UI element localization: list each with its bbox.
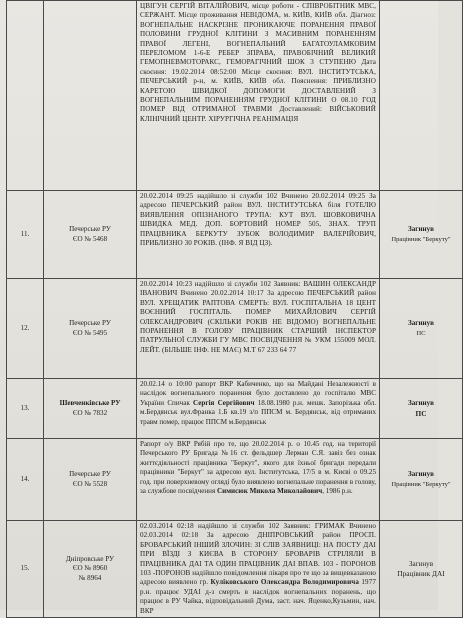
table-row [7,191,463,279]
status-cell [380,439,463,521]
incident-description: 20.02.2014 10:23 надійшло зі служби 102 Заявник: ВАШИН ОЛЕКСАНДР ІВАНОВИЧ Вчинено 20.02.2014 10:17 За адресою ПЕЧЕРСЬКИЙ район ВУЛ. ХРЕЩАТИК РАПТОВА СМЕРТЬ: ВУЛ. ГОСПІТАЛЬНА 18 ЦЕНТ ВОЄННИЙ ГОСПІТАЛЬ. ПОМЕР МИХАЙЛОВИЧ СЕРГІЙ ОЛЕКСАНДРОВИЧ (СКІЛЬКИ РОКІВ НЕ ВІДОМО) ВОГНЕПАЛЬНЕ ПОРАНЕННЯ В ГОЛОВУ ПРАЦІВНИК СТАРШИЙ ІНСПЕКТОР ПАТРУЛЬНОЇ СЛУЖБИ ГУ МВС ПОСВІДЧЕННЯ № УКМ 155009 МОЛ. ЛЕЙТ. (БІЛЬШЕ ІНФ. НЕ МАЄ) М.Т 67 233 64 77 [137,279,380,379]
description-part: 18.08.1980 р.н. мешк. Запорізька обл. м.Бердянськ вул.Франка 1.Б кв.19 з/п ППСМ м. Бердянськ, від отриманих травм помер, працює ППСМ м.Бердянськ [140,398,377,426]
description-part: 1977 р.н. працює УДАІ д-з смерть в наслідок вогнепальних поранень, що працює в РУ Чайка, відповідальний Дума, заст. нач. Яценко,Кузьмин, нач. ВКР [140,578,376,615]
status-sub: ПС [415,408,427,418]
description-part: 02.03.2014 02:18 надійшло зі служби 102 Заявник: ГРИМАК Вчинено 02.03.2014 02:18 За адресою ДНІПРОВСЬКИЙ район ПРОСП. БРОВАРСЬКИЙ ІНШИЙ ЗЛОЧИН: ЗІ СЛІВ ЗАЯВНИЦІ: НА ПОСТУ ДАІ ПРИ ВЇЗДІ З КИЄВА В СТОРОНУ БРОВАРІВ СТРІЛЯЛИ В ПРАЦІВНИКА ДАІ ТА ОДИН ПРАЦІВНИК ДАІ ВПАВ. 103 - ПОРОНОВ 103 -ПОРОНОВ надійшло повідомлення лікаря про те що за вищевказаною адресою виявлено гр. [140,522,376,587]
description-part: , 1986 р.н. [322,487,353,496]
status-label: Загинув [407,399,435,408]
status-cell [380,1,463,191]
incident-description [137,379,380,439]
department-name: Дніпровське РУ [65,554,115,563]
victim-name: Куліковського Олександра Володимировича [210,578,360,587]
department-code: ЄО № 5495 [72,328,108,337]
department-cell [44,521,137,618]
status-sub: Працівник "Беркуту" [391,480,451,488]
status-cell [380,379,463,439]
table-row [7,279,463,379]
status-sub: Працівник ДАІ [397,569,445,579]
department-code: ЄО № 7832 [72,408,108,417]
department-cell [44,1,137,191]
department-name: Шевченківське РУ [59,399,121,408]
status-sub: ПС [416,329,426,337]
status-label: Загинув [408,559,434,568]
department-cell [44,191,137,279]
incident-description [137,439,380,521]
department-name: Печерське РУ [69,319,111,328]
department-cell [44,279,137,379]
status-cell [380,191,463,279]
row-number: 12. [7,279,44,379]
table-row [7,1,463,191]
description-part: Рапорт о/у ВКР Рябій про те, що 20.02.2014 р. о 10.45 год. на території Печерського РУ Бригада №16 ст. фельдшер Лерман С.Я. завіз без ознак життєдіяльності працівника "Беркут", якого для їхньої бригади передали працівники "Беркут" за адресою вул. Інститутська, 17/5 в м. Києві о 09.25 год. при поверхневому огляді було виявлено вогнепальне поранення в голову, за службове посвідчення [140,440,376,496]
incident-table [6,0,463,618]
row-number: 14. [7,439,44,521]
row-number: 15. [7,521,44,618]
status-label: Загинув [407,470,435,479]
status-cell [380,279,463,379]
table-row [7,379,463,439]
status-label: Загинув [407,319,435,328]
department-name: Печерське РУ [69,470,111,479]
table-row [7,439,463,521]
incident-description: 20.02.2014 09:25 надійшло зі служби 102 Вчинено 20.02.2014 09:25 За адресою ПЕЧЕРСЬКИЙ район ВУЛ. ІНСТИТУТСЬКА біля ГОТЕЛЮ ВИЯВЛЕННЯ ОПІЗНАНОГО ТРУПА: КУТ ВУЛ. ШОВКОВИЧНА ШВИДКА МЕД. ДОП. БОРТОВИЙ НОМЕР 505, ЗНАХ. ТРУП ПРАЦІВНИКА БЕРКУТУ ЗУБОК ВОЛОДИМИР ВАЛЕРІЙОВИЧ, ПРИБЛИЗНО 30 РОКІВ. (ІНФ. Я ВІД ЦЗ). [137,191,380,279]
status-cell [380,521,463,618]
department-code-secondary: № 8964 [78,573,102,582]
row-number [7,1,44,191]
department-code: ЄО № 5468 [72,234,108,243]
row-number: 13. [7,379,44,439]
status-sub: Працівник "Беркуту" [391,235,451,243]
department-cell [44,439,137,521]
victim-name: Симисюк Микола Миколайович [217,487,323,496]
incident-description [137,521,380,618]
department-code: ЄО № 8960 [72,564,108,573]
victim-name: Сергія Сергійович [193,398,255,407]
department-cell [44,379,137,439]
status-label: Загинув [407,225,435,234]
department-name: Печерське РУ [69,225,111,234]
description-part: 20.02.14 о 10:00 рапорт ВКР Кабиченко, що на Майдані Незалежності в наслідок вогнепального поранення було доставлено до госпіталю МВС України Спичак [140,380,376,407]
table-row [7,521,463,618]
incident-description: ЦВІГУН СЕРГІЙ ВІТАЛІЙОВИЧ, місце роботи - СПІВРОБІТНИК МВС, СЕРЖАНТ. Місце проживання НЕВІДОМА, м. КИЇВ, КИЇВ обл. Діагноз: ВОГНЕПАЛЬНЕ НАСКРІЗНЕ ПРОНИКАЮЧЕ ПОРАНЕННЯ ПРАВОЇ ПОЛОВИНИ ГРУДНОЇ КЛІТИНИ З МАСИВНИМ ПОРАНЕННЯМ ПРАВОЇ ЛЕГЕНІ, ВОГНЕПАЛЬНИЙ БАГАТОУЛАМКОВИМ ПЕРЕЛОМОМ 1-6-Е РЕБЕР ЗПРАВА, ПРАВОБІЧНИЙ ВЕЛИКИЙ ГЕМОПНЕВМОТОРАКС, ГЕМОРАГІЧНИЙ ШОК 3 СТУПЕНЮ Дата скоєння: 19.02.2014 08:52:00 Місце скоєння: ВУЛ. ІНСТИТУТСЬКА, ПЕЧЕРСЬКИЙ р-н, м. КИЇВ, КИЇВ обл. Пояснення: ПРИБЛИЗНО КАРЕТОЮ ШВИДКОЇ ДОПОМОГИ ДОСТАВЛЕНИЙ З ВОГНЕПАЛЬНИМ ПОРАНЕННЯМ ГРУДНОЇ КЛІТИНИ О 08.10 ГОД ПОМЕР ВІД ОТРИМАНОЇ ТРАВМИ Доставлений: ВІЙСЬКОВИЙ КЛІНІЧНИЙ ЦЕНТР. ХІРУРГІЧНА РЕАНІМАЦІЯ [137,1,380,191]
department-code: ЄО № 5528 [72,479,108,488]
row-number: 11. [7,191,44,279]
